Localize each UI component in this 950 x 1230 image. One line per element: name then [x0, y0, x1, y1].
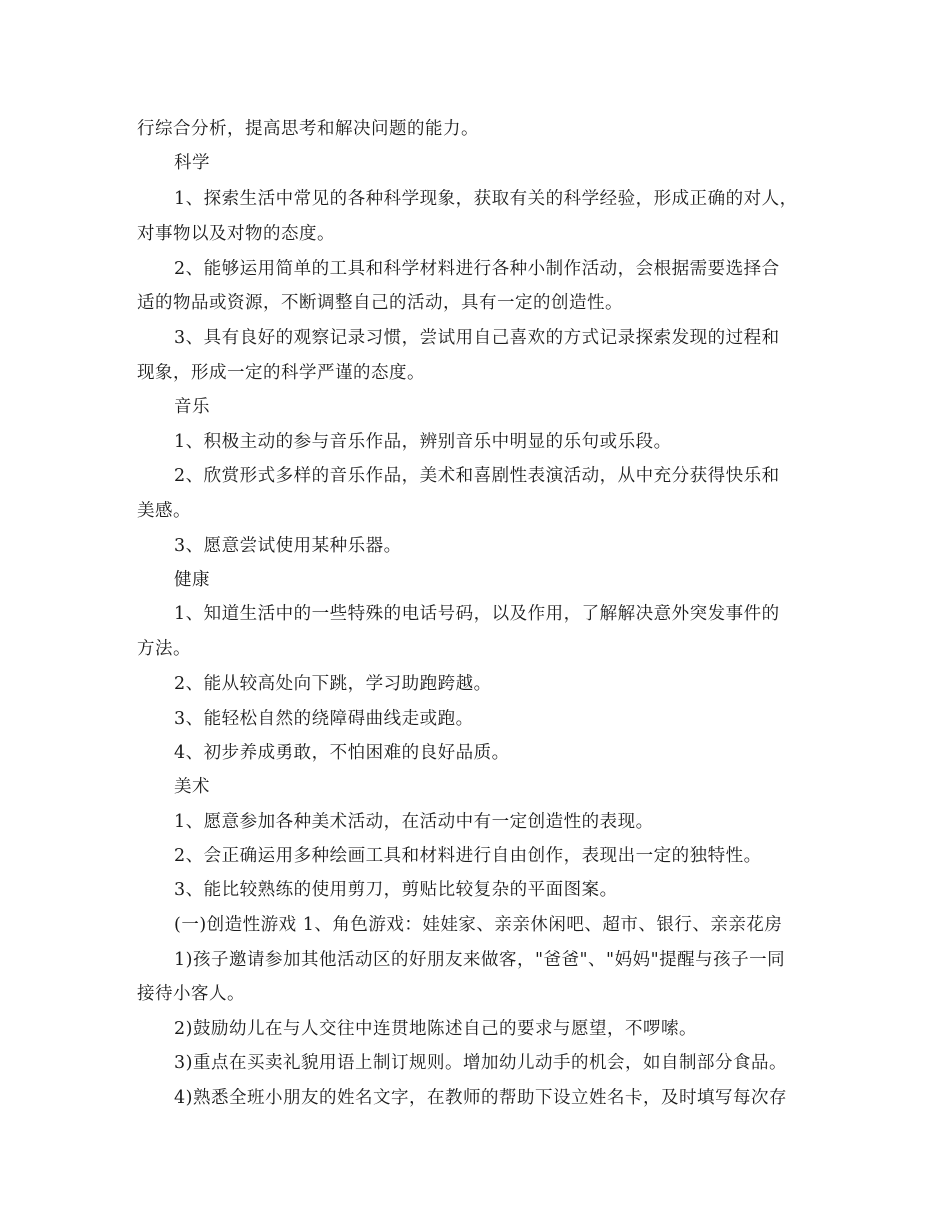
paragraph-line: 方法。	[137, 639, 191, 659]
paragraph-line: 3)重点在买卖礼貌用语上制订规则。增加幼儿动手的机会，如自制部分食品。	[174, 1053, 787, 1073]
paragraph-line: 4)熟悉全班小朋友的姓名文字，在教师的帮助下设立姓名卡，及时填写每次存	[174, 1088, 787, 1108]
paragraph-line: 1、知道生活中的一些特殊的电话号码，以及作用，了解解决意外突发事件的	[174, 604, 780, 624]
paragraph-line: 3、能轻松自然的绕障碍曲线走或跑。	[174, 709, 474, 729]
section-heading-art: 美术	[174, 777, 210, 797]
paragraph-line: 适的物品或资源，不断调整自己的活动，具有一定的创造性。	[137, 293, 623, 313]
paragraph-line: 行综合分析，提高思考和解决问题的能力。	[137, 119, 479, 139]
section-heading-health: 健康	[174, 570, 210, 590]
paragraph-line: 2、能够运用简单的工具和科学材料进行各种小制作活动，会根据需要选择合	[174, 259, 780, 279]
paragraph-line: 1、愿意参加各种美术活动，在活动中有一定创造性的表现。	[174, 812, 654, 832]
paragraph-line: 3、愿意尝试使用某种乐器。	[174, 536, 402, 556]
paragraph-line: 1、探索生活中常见的各种科学现象，获取有关的科学经验，形成正确的对人，	[174, 189, 798, 209]
paragraph-line: 现象，形成一定的科学严谨的态度。	[137, 363, 425, 383]
paragraph-line: 3、具有良好的观察记录习惯，尝试用自己喜欢的方式记录探索发现的过程和	[174, 328, 780, 348]
paragraph-line: 2)鼓励幼儿在与人交往中连贯地陈述自己的要求与愿望，不啰嗦。	[174, 1019, 697, 1039]
paragraph-line: 4、初步养成勇敢，不怕困难的良好品质。	[174, 743, 510, 763]
paragraph-line: 对事物以及对物的态度。	[137, 224, 335, 244]
paragraph-line: 接待小客人。	[137, 984, 245, 1004]
paragraph-line: 1、积极主动的参与音乐作品，辨别音乐中明显的乐句或乐段。	[174, 432, 672, 452]
paragraph-line: 2、会正确运用多种绘画工具和材料进行自由创作，表现出一定的独特性。	[174, 846, 762, 866]
paragraph-line: 2、能从较高处向下跳，学习助跑跨越。	[174, 674, 492, 694]
paragraph-line: 3、能比较熟练的使用剪刀，剪贴比较复杂的平面图案。	[174, 880, 618, 900]
section-heading-music: 音乐	[174, 397, 210, 417]
section-heading-science: 科学	[174, 153, 210, 173]
paragraph-line: 1)孩子邀请参加其他活动区的好朋友来做客，"爸爸"、"妈妈"提醒与孩子一同	[174, 950, 786, 970]
paragraph-line: 美感。	[137, 501, 191, 521]
paragraph-line: (一)创造性游戏 1、角色游戏：娃娃家、亲亲休闲吧、超市、银行、亲亲花房	[174, 915, 783, 935]
paragraph-line: 2、欣赏形式多样的音乐作品，美术和喜剧性表演活动，从中充分获得快乐和	[174, 466, 780, 486]
